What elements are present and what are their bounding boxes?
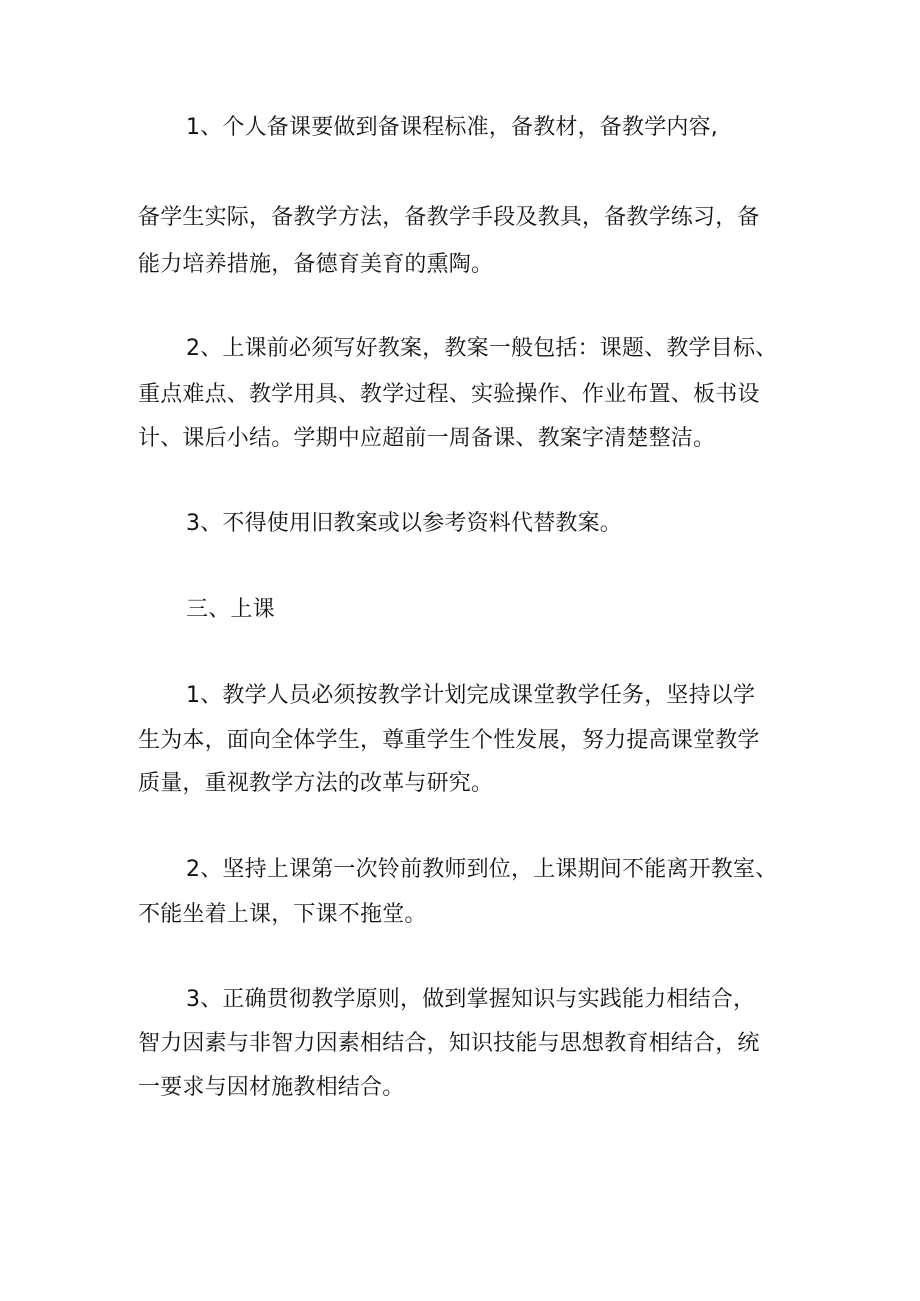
text-line: 计、课后小结。学期中应超前一周备课、教案字清楚整洁。	[138, 426, 716, 451]
text-line: 智力因素与非智力因素相结合，知识技能与思想教育相结合，统	[138, 1031, 760, 1056]
text-line: 一要求与因材施教相结合。	[138, 1075, 405, 1100]
text-line: 不能坐着上课，下课不拖堂。	[138, 902, 427, 927]
text-line: 备学生实际，备教学方法，备教学手段及教具，备教学练习，备	[138, 205, 760, 230]
text-line: 重点难点、教学用具、教学过程、实验操作、作业布置、板书设	[138, 382, 760, 407]
text-line: 2、坚持上课第一次铃前教师到位，上课期间不能离开教室、	[186, 857, 778, 882]
text-line: 3、不得使用旧教案或以参考资料代替教案。	[186, 511, 622, 536]
text-line: 1、个人备课要做到备课程标准，备教材，备教学内容,	[186, 115, 718, 140]
text-line: 2、上课前必须写好教案，教案一般包括：课题、教学目标、	[186, 336, 778, 361]
text-line: 3、正确贯彻教学原则，做到掌握知识与实践能力相结合，	[186, 987, 756, 1012]
text-line: 能力培养措施，备德育美育的熏陶。	[138, 252, 494, 277]
section-heading: 三、上课	[186, 597, 275, 622]
text-line: 生为本，面向全体学生，尊重学生个性发展，努力提高课堂教学	[138, 728, 760, 753]
text-line: 质量，重视教学方法的改革与研究。	[138, 771, 494, 796]
text-line: 1、教学人员必须按教学计划完成课堂教学任务，坚持以学	[186, 683, 756, 708]
